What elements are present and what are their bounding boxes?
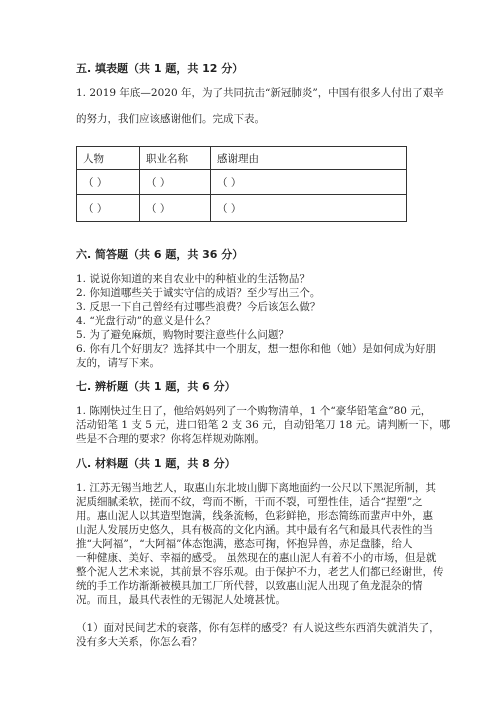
section-title-short-answer: 六. 简答题（共 6 题，共 36 分） [76,248,244,261]
question-line: 3. 反思一下自己曾经有过哪些浪费？今后该怎么做？ [76,301,321,313]
question-line: 6. 你有几个好朋友？选择其中一个朋友，想一想你和他（她）是如何成为好朋 [76,343,436,355]
question-line: 4. “光盘行动”的意义是什么？ [76,315,216,327]
fill-in-table [76,146,407,222]
material-line: 用。惠山泥人以其造型饱满，线条流畅，色彩鲜艳，形态简练而蜚声中外，惠 [76,510,433,522]
question-line: 1. 陈刚快过生日了，他给妈妈列了一个购物清单，1 个“豪华铅笔盒”80 元， [76,405,432,417]
table-header-reason: 感谢理由 [211,147,407,170]
material-line: 一种健康、美好、幸福的感受。 虽然现在的惠山泥人有着不小的市场，但是就 [76,552,437,564]
table-header-occupation: 职业名称 [140,147,211,170]
section-title-judge: 七. 辨析题（共 1 题，共 6 分） [76,380,236,393]
section-title-fill-table: 五. 填表题（共 1 题，共 12 分） [76,62,244,75]
table-header-person: 人物 [77,147,140,170]
question-line: 友的，请写下来。 [76,357,160,369]
table-cell-blank[interactable]: （ ） [211,170,407,195]
material-line: 况。而且，最具代表性的无锡泥人处境甚忧。 [76,594,286,606]
material-line: 泥质细腻柔软，搓而不纹，弯而不断，干而不裂，可塑性佳，适合“捏塑”之 [76,496,423,508]
table-cell-blank[interactable]: （ ） [140,170,211,195]
table-row [77,170,407,195]
section-title-material: 八. 材料题（共 1 题，共 8 分） [76,457,236,470]
material-line: 推“大阿福”，“大阿福”体态饱满，憨态可掬，怀抱异兽，赤足盘膝，给人 [76,538,413,550]
table-cell-blank[interactable]: （ ） [211,195,407,222]
question-line: 2. 你知道哪些关于诚实守信的成语？至少写出三个。 [76,287,321,299]
question-line: 1. 2019 年底—2020 年，为了共同抗击“新冠肺炎”，中国有很多人付出了艰辛 [76,87,444,99]
question-line: 活动铅笔 1 支 5 元，进口铅笔 2 支 36 元，自动铅笔刀 18 元。请判断一下，哪 [76,419,451,431]
table-cell-blank[interactable]: （ ） [140,195,211,222]
table-header-row [77,147,407,170]
table-row [77,195,407,222]
material-line: 统的手工作坊渐渐被模具加工厂所代替，以致惠山泥人出现了鱼龙混杂的情 [76,580,423,592]
table-cell-blank[interactable]: （ ） [77,195,140,222]
material-line: 1. 江苏无锡当地艺人，取惠山东北坡山脚下离地面约一公尺以下黑泥所制，其 [76,482,436,494]
question-line: 5. 为了避免麻烦，购物时要注意些什么问题？ [76,329,289,341]
sub-question-line: 没有多大关系，你怎么看？ [76,636,202,648]
question-line: 些是不合理的要求？你将怎样规劝陈刚。 [76,433,265,445]
sub-question-line: （1）面对民间艺术的衰落，你有怎样的感受？有人说这些东西消失就消失了， [76,622,440,634]
table-cell-blank[interactable]: （ ） [77,170,140,195]
material-line: 整个泥人艺术来说，其前景不容乐观。由于保护不力，老艺人们都已经谢世，传 [76,566,444,578]
question-line: 1. 说说你知道的来自农业中的种植业的生活物品？ [76,273,310,285]
question-line: 的努力，我们应该感谢他们。完成下表。 [76,113,265,125]
material-line: 山泥人发展历史悠久，具有极高的文化内涵。其中最有名气和最具代表性的当 [76,524,433,536]
